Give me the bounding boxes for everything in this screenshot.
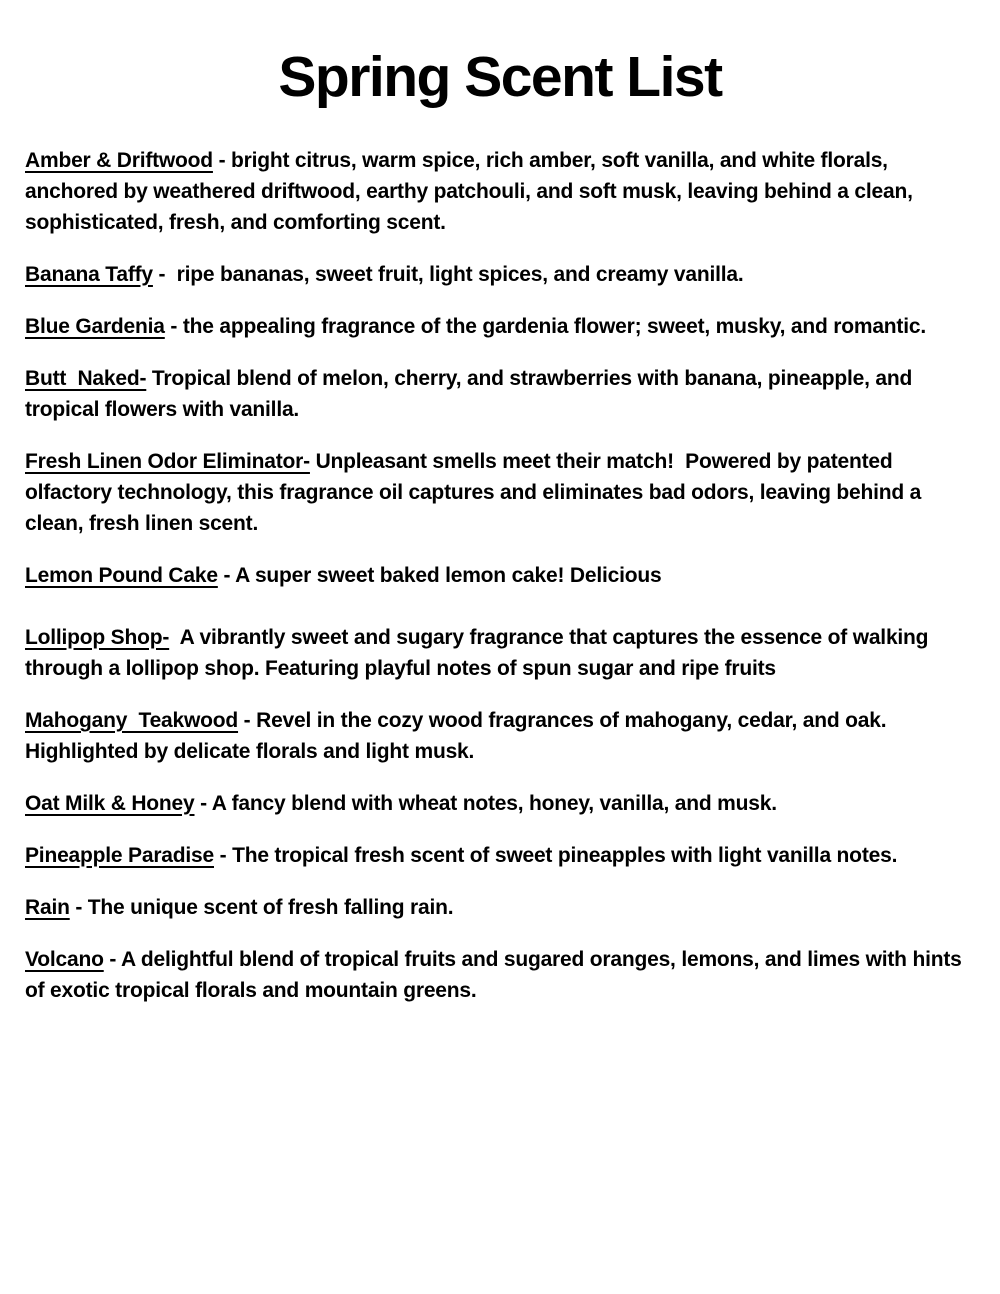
scent-entry-amber-driftwood [25,145,970,238]
scent-name: Butt Naked- [25,366,147,390]
scent-separator: - [152,262,177,286]
scent-description: A vibrantly sweet and sugary fragrance that captures the essence of walking through a lollipop shop. Featuring playful notes of spun sugar and ripe fruits [25,625,934,680]
scent-description: ripe bananas, sweet fruit, light spices, and creamy vanilla. [176,262,744,286]
scent-separator: - [212,148,231,172]
scent-separator [169,626,180,649]
scent-description: Unpleasant smells meet their match! Powered by patented olfactory technology, this fragrance oil captures and eliminates bad odors, leaving behind a clean, fresh linen scent. [25,449,927,535]
scent-entry-mahogany-teakwood [25,705,970,767]
scent-name: Pineapple Paradise [25,843,214,867]
scent-description: The tropical fresh scent of sweet pineapples with light vanilla notes. [232,843,898,867]
scent-entry-volcano [25,944,970,1006]
scent-list [25,145,970,1006]
scent-entry-banana-taffy [25,259,970,290]
scent-name: Lollipop Shop- [25,625,170,649]
scent-name: Amber & Driftwood [25,148,213,172]
scent-separator: - [164,314,183,338]
page-title: Spring Scent List [278,45,722,109]
scent-entry-lollipop-shop [25,622,970,684]
scent-description: bright citrus, warm spice, rich amber, soft vanilla, and white florals, anchored by weathered driftwood, earthy patchouli, and soft musk, leaving behind a clean, sophisticated, fresh, and comforting scent. [25,148,919,234]
scent-name: Oat Milk & Honey [25,791,195,815]
scent-entry-butt-naked [25,363,970,425]
scent-separator: - [217,563,236,587]
scent-entry-blue-gardenia [25,311,970,342]
scent-description: the appealing fragrance of the gardenia flower; sweet, musky, and romantic. [182,314,926,338]
scent-description: A fancy blend with wheat notes, honey, vanilla, and musk. [211,791,777,815]
scent-description: A delightful blend of tropical fruits and sugared oranges, lemons, and limes with hints of exotic tropical florals and mountain greens. [25,947,968,1002]
scent-separator: - [194,791,212,815]
scent-name: Lemon Pound Cake [25,563,218,587]
scent-entry-rain [25,892,970,923]
scent-description: Revel in the cozy wood fragrances of mahogany, cedar, and oak. Highlighted by delicate florals and light musk. [25,708,892,763]
scent-name: Blue Gardenia [25,314,165,338]
scent-entry-oat-milk-honey [25,788,970,819]
scent-name: Banana Taffy [25,262,153,286]
scent-entry-lemon-pound-cake [25,560,970,591]
scent-name: Rain [25,895,70,919]
scent-entry-fresh-linen-odor-eliminator [25,446,970,539]
scent-name: Mahogany Teakwood [25,708,239,732]
scent-separator: - [103,947,122,971]
scent-entry-pineapple-paradise [25,840,970,871]
scent-name: Volcano [25,947,104,971]
scent-separator: - [238,708,257,732]
scent-description: Tropical blend of melon, cherry, and strawberries with banana, pineapple, and tropical flowers with vanilla. [25,366,918,421]
scent-description: The unique scent of fresh falling rain. [87,895,454,919]
scent-description: A super sweet baked lemon cake! Delicious [235,563,662,587]
scent-name: Fresh Linen Odor Eliminator- [25,449,310,473]
scent-separator: - [214,843,233,867]
scent-separator: - [69,895,88,919]
